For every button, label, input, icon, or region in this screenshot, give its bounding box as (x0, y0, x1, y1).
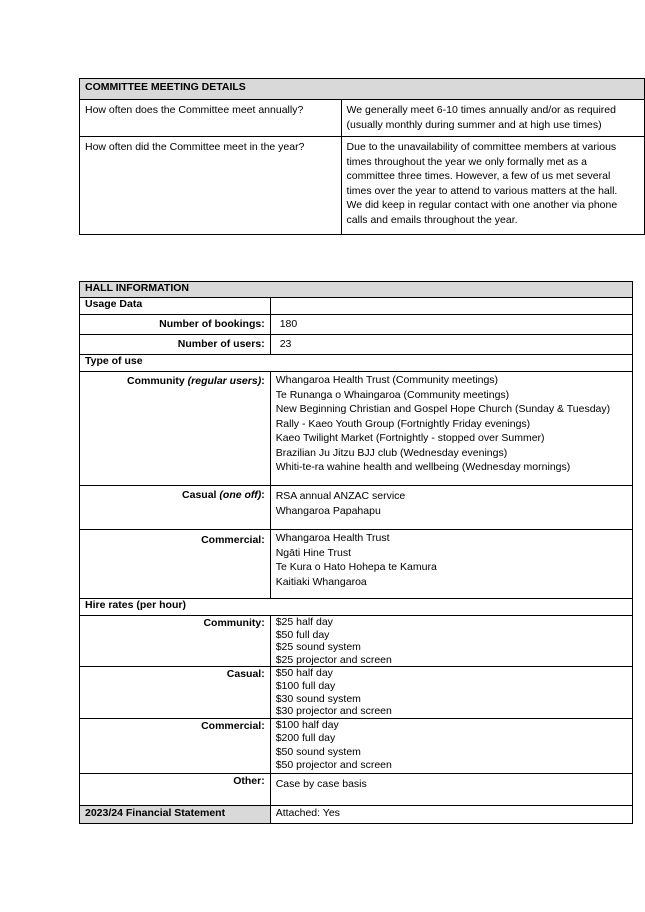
hall-title: HALL INFORMATION (80, 282, 633, 298)
users-number: 23 (279, 338, 292, 350)
commercial-use-list (270, 530, 632, 599)
list-item: RSA annual ANZAC service (275, 490, 406, 502)
list-item: Te Runanga o Whaingaroa (Community meetings) (275, 388, 510, 401)
casual-rate-label: Casual: (80, 667, 271, 718)
list-item: Ngāti Hine Trust (275, 546, 351, 559)
bookings-label: Number of bookings: (80, 315, 271, 335)
answer-line: times over the year to attend to various matters at the hall. (346, 184, 618, 197)
financial-statement-label: 2023/24 Financial Statement (80, 805, 271, 823)
rate-item: $50 half day (275, 667, 333, 680)
commercial-rate-label: Commercial: (80, 718, 271, 773)
usage-data-empty (270, 298, 632, 315)
commercial-rate-list (270, 718, 632, 773)
question-meet-annually: How often does the Committee meet annually? (80, 100, 342, 137)
rate-item: $30 sound system (275, 692, 361, 705)
rate-item: $100 full day (275, 679, 336, 692)
answer-line: calls and emails throughout the year. (346, 213, 518, 226)
list-item: Whangaroa Health Trust (275, 532, 390, 544)
usage-data-heading: Usage Data (80, 298, 271, 315)
hall-information-table (79, 281, 633, 824)
list-item: Whiti-te-ra wahine health and wellbeing (Wednesday mornings) (275, 461, 571, 473)
community-use-label (80, 372, 271, 486)
list-item: Te Kura o Hato Hohepa te Kamura (275, 561, 437, 573)
rate-item: $50 sound system (275, 745, 361, 758)
community-rate-label: Community: (80, 616, 271, 667)
bookings-number: 180 (279, 318, 298, 330)
rate-item: $25 half day (275, 616, 333, 628)
community-label-note: (regular users) (187, 375, 262, 387)
other-rate-value: Case by case basis (270, 773, 632, 805)
list-item: Rally - Kaeo Youth Group (Fortnightly Friday evenings) (275, 417, 531, 430)
answer-line: (usually monthly during summer and at high use times) (346, 118, 602, 131)
rate-item: $50 projector and screen (275, 758, 392, 771)
rate-item: $30 projector and screen (275, 705, 392, 718)
rate-item: $200 full day (275, 732, 336, 745)
list-item: Kaitiaki Whangaroa (275, 575, 367, 588)
answer-line: Due to the unavailability of committee members at various (346, 141, 617, 153)
type-of-use-heading: Type of use (80, 355, 633, 372)
community-label-colon: : (261, 375, 265, 387)
rate-item: $100 half day (275, 718, 339, 731)
committee-title: COMMITTEE MEETING DETAILS (80, 79, 645, 100)
casual-use-label (80, 486, 271, 530)
list-item: Brazilian Ju Jitzu BJJ club (Wednesday evenings) (275, 446, 508, 459)
rate-item: $25 sound system (275, 641, 361, 654)
committee-meeting-table (79, 78, 645, 235)
casual-label-note: (one off) (219, 489, 262, 501)
bookings-value (270, 315, 632, 335)
community-use-list (270, 372, 632, 486)
list-item: Whangaroa Health Trust (Community meetings) (275, 374, 499, 386)
answer-line: committee three times. However, a few of us met several (346, 170, 611, 182)
casual-use-list (270, 486, 632, 530)
users-label: Number of users: (80, 335, 271, 355)
casual-rate-list (270, 667, 632, 718)
question-meet-in-year: How often did the Committee meet in the year? (80, 137, 342, 235)
casual-label-colon: : (261, 489, 265, 501)
casual-label-text: Casual (182, 489, 217, 501)
list-item: New Beginning Christian and Gospel Hope Church (Sunday & Tuesday) (275, 403, 611, 415)
commercial-use-label: Commercial: (80, 530, 271, 599)
hire-rates-heading: Hire rates (per hour) (80, 599, 633, 616)
rate-item: $50 full day (275, 628, 330, 641)
community-rate-list (270, 616, 632, 667)
rate-item: $25 projector and screen (275, 653, 392, 666)
answer-meet-in-year (341, 137, 644, 235)
answer-line: We did keep in regular contact with one another via phone (346, 199, 618, 211)
answer-line: times throughout the year we only formally met as a (346, 155, 587, 168)
financial-statement-value: Attached: Yes (270, 805, 632, 823)
users-value (270, 335, 632, 355)
list-item: Kaeo Twilight Market (Fortnightly - stopped over Summer) (275, 432, 545, 444)
answer-line: We generally meet 6-10 times annually and/or as required (346, 104, 616, 116)
answer-meet-annually (341, 100, 644, 137)
community-label-text: Community (127, 375, 185, 387)
other-rate-label: Other: (80, 773, 271, 805)
list-item: Whangaroa Papahapu (275, 504, 381, 517)
